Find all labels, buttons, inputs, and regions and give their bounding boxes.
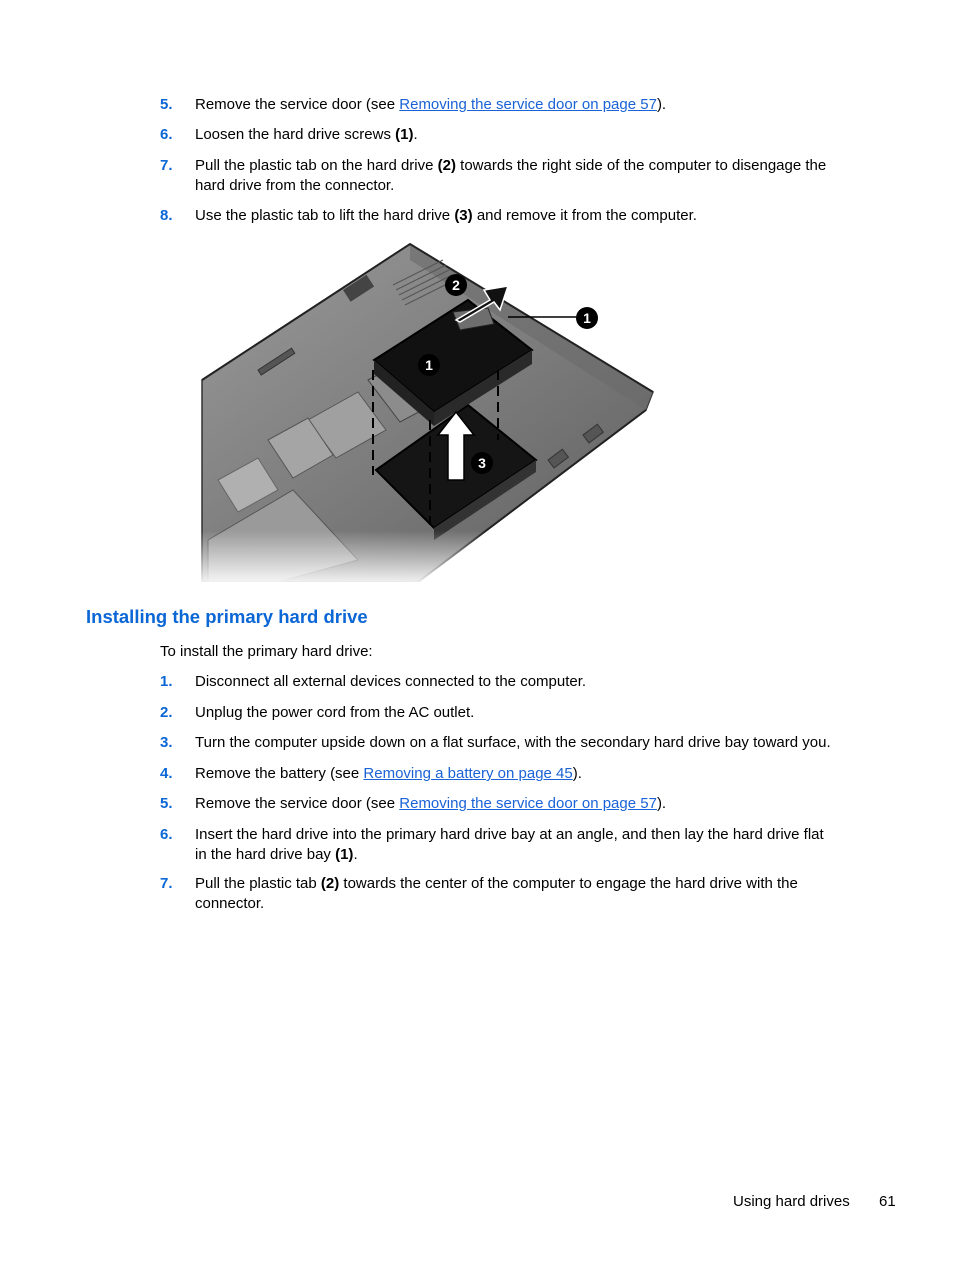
step-text-part: Loosen the hard drive screws [195,126,396,143]
footer-section-title: Using hard drives [733,1193,850,1210]
step-number: 3. [160,734,173,751]
step-text-part: Insert the hard drive into the primary hard drive bay at an angle, and then lay the hard drive flat [195,826,824,843]
step-text: Turn the computer upside down on a flat surface, with the secondary hard drive bay toward you. [195,734,831,751]
step-text [195,825,885,865]
callout-ref: (1) [395,126,414,143]
step-text: Unplug the power cord from the AC outlet. [195,704,475,721]
laptop-bottom-illustration [198,240,658,582]
step-text-part: connector. [195,895,265,912]
step-number: 1. [160,673,173,690]
step-text-part: . [353,846,358,863]
step-text-part: Use the plastic tab to lift the hard drive [195,207,455,224]
step-text-part: ). [572,765,582,782]
step-text-part: Pull the plastic tab on the hard drive [195,157,438,174]
step-text [195,95,885,115]
step-number: 4. [160,765,173,782]
link-removing-battery[interactable]: Removing a battery on page 45 [363,765,573,782]
step-number: 6. [160,126,173,143]
callout-ref: (2) [320,875,340,892]
step-text-part: and remove it from the computer. [472,207,697,224]
step-text-part: towards the center of the computer to engage the hard drive with the [339,875,798,892]
step-text-part: towards the right side of the computer to disengage the [456,157,827,174]
step-number: 8. [160,207,173,224]
step-number: 7. [160,157,173,174]
step-text-part: . [413,126,418,143]
step-number: 5. [160,96,173,113]
step-text-part: Remove the service door (see [195,795,400,812]
step-text [195,125,885,145]
link-removing-service-door[interactable]: Removing the service door on page 57 [399,96,657,113]
step-text-part: ). [656,96,667,113]
callout-ref: (3) [454,207,473,224]
step-text-part: in the hard drive bay [195,846,336,863]
callout-ref: (2) [437,157,456,174]
link-removing-service-door[interactable]: Removing the service door on page 57 [399,795,657,812]
step-text-part: Remove the service door (see [195,96,400,113]
step-text [195,156,885,196]
section-heading: Installing the primary hard drive [86,606,368,627]
step-text-part: Remove the battery (see [195,765,364,782]
step-text-part: Pull the plastic tab [195,875,321,892]
callout-ref: (1) [335,846,354,863]
step-text [195,206,885,226]
step-number: 2. [160,704,173,721]
hard-drive-removal-illustration [198,240,658,582]
step-text [195,874,885,914]
step-number: 7. [160,875,173,892]
step-text [195,764,885,784]
step-text [195,794,885,814]
step-text-part: ). [656,795,667,812]
step-text: Disconnect all external devices connected to the computer. [195,673,587,690]
section-intro: To install the primary hard drive: [160,643,373,660]
step-text-part: hard drive from the connector. [195,177,395,194]
step-number: 6. [160,826,173,843]
step-number: 5. [160,795,173,812]
footer-page-number: 61 [879,1193,896,1210]
